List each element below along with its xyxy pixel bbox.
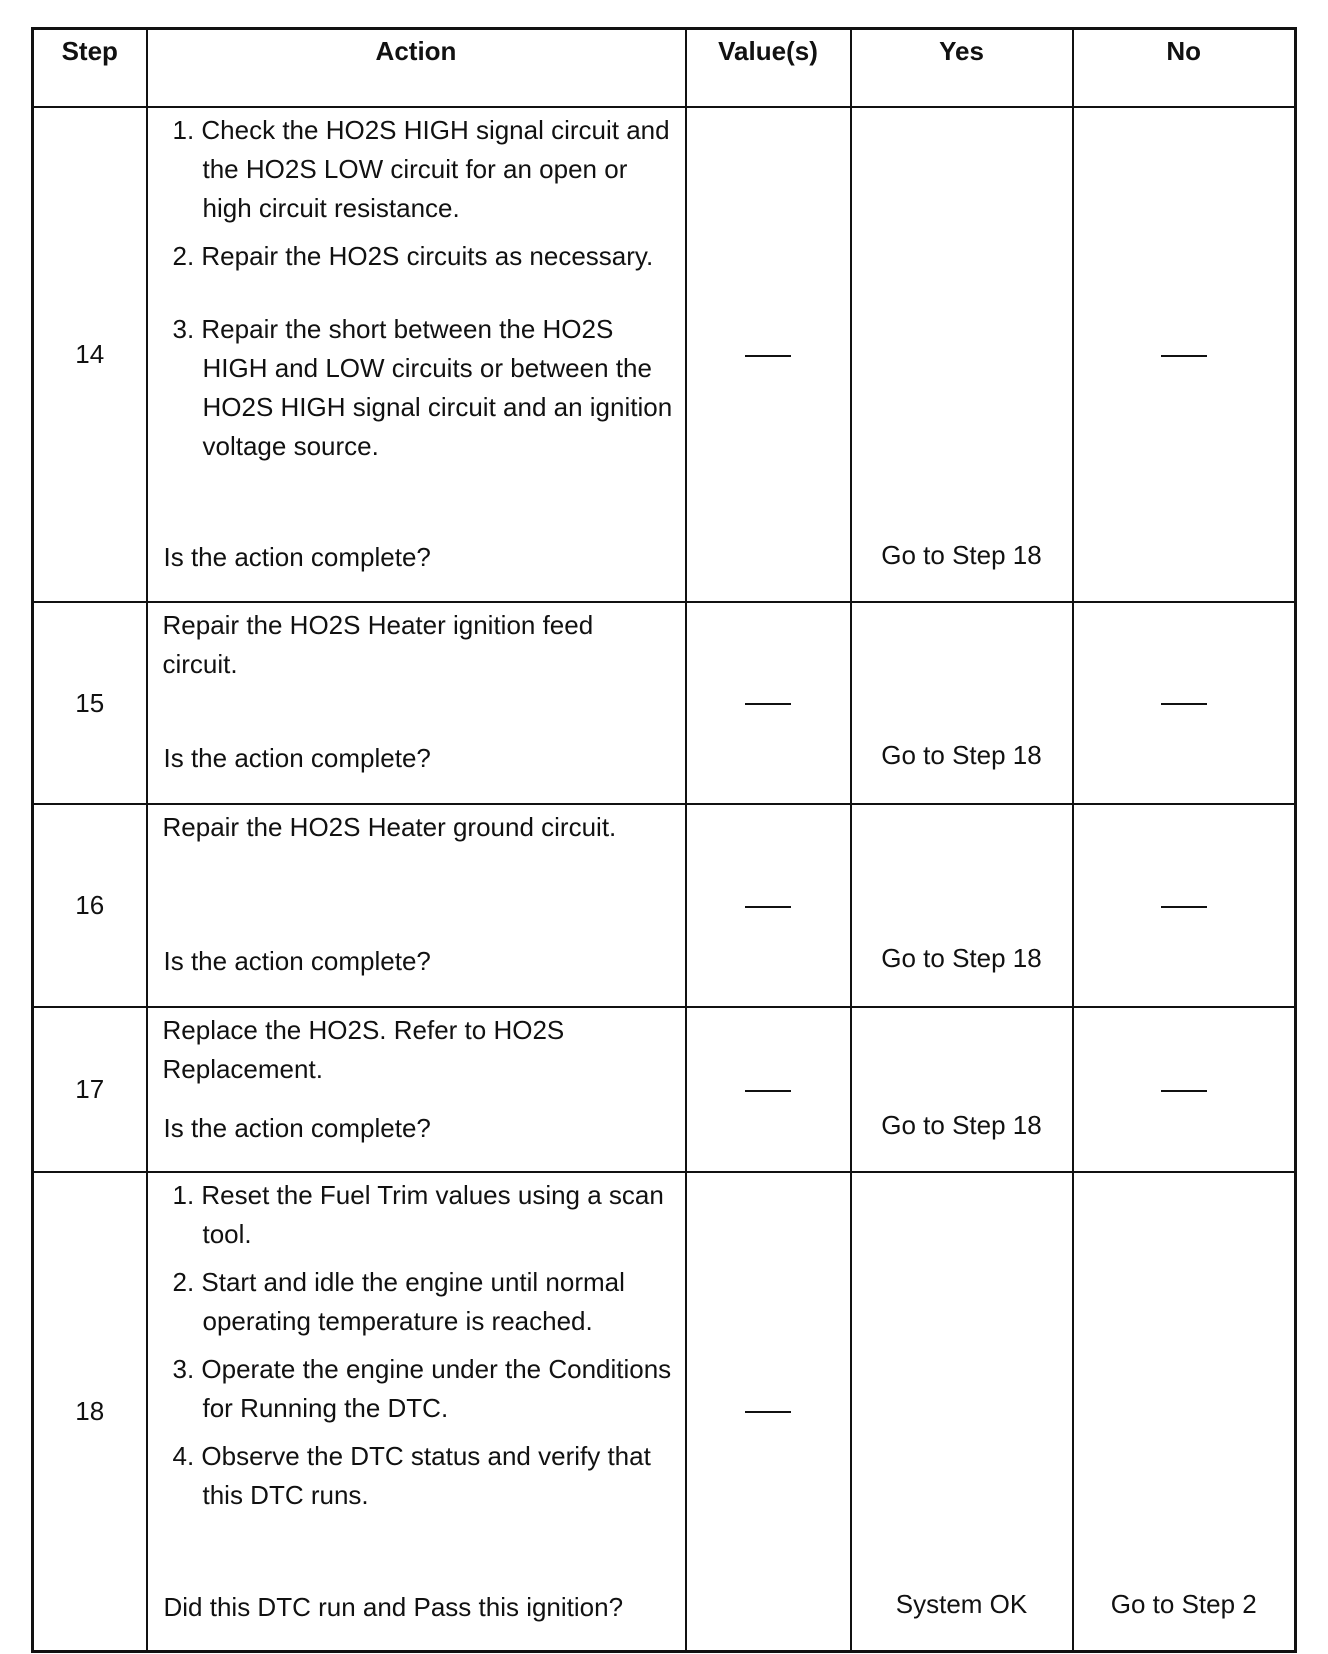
- action-question: Is the action complete?: [163, 946, 431, 976]
- value-cell: [686, 804, 851, 1007]
- value-cell: [686, 107, 851, 602]
- yes-cell: [851, 1007, 1073, 1172]
- step-number: 15: [33, 602, 147, 804]
- action-question: Is the action complete?: [163, 542, 431, 572]
- not-applicable-dash: [745, 355, 791, 357]
- action-question: Did this DTC run and Pass this ignition?: [163, 1592, 624, 1622]
- no-cell: [1073, 1172, 1296, 1651]
- step-number: 18: [33, 1172, 147, 1651]
- not-applicable-dash: [1161, 355, 1207, 357]
- not-applicable-dash: [745, 906, 791, 908]
- step-number: 16: [33, 804, 147, 1007]
- table-row-step-15: [33, 602, 1296, 804]
- yes-result: Go to Step 18: [881, 943, 1042, 973]
- action-item: 1. Reset the Fuel Trim values using a scan tool.: [172, 1180, 664, 1249]
- step-number: 14: [33, 107, 147, 602]
- not-applicable-dash: [1161, 703, 1207, 705]
- no-cell: [1073, 107, 1296, 602]
- yes-result: Go to Step 18: [881, 540, 1042, 570]
- action-item: 4. Observe the DTC status and verify that this DTC runs.: [172, 1441, 651, 1510]
- yes-cell: [851, 1172, 1073, 1651]
- header-values: Value(s): [686, 29, 851, 108]
- header-no: No: [1073, 29, 1296, 108]
- action-cell: [147, 804, 686, 1007]
- yes-cell: [851, 804, 1073, 1007]
- no-cell: [1073, 804, 1296, 1007]
- header-yes: Yes: [851, 29, 1073, 108]
- table-row-step-17: [33, 1007, 1296, 1172]
- value-cell: [686, 1172, 851, 1651]
- table-row-step-18: [33, 1172, 1296, 1651]
- table-row-step-16: [33, 804, 1296, 1007]
- header-row: [33, 29, 1296, 108]
- not-applicable-dash: [745, 1411, 791, 1413]
- not-applicable-dash: [1161, 1090, 1207, 1092]
- no-cell: [1073, 602, 1296, 804]
- action-item: 3. Repair the short between the HO2S HIGH and LOW circuits or between the HO2S HIGH signal circuit and an ignition voltage source.: [172, 314, 673, 461]
- yes-cell: [851, 602, 1073, 804]
- action-text: Replace the HO2S. Refer to HO2S Replacement.: [162, 1015, 565, 1084]
- action-cell: [147, 602, 686, 804]
- action-question: Is the action complete?: [163, 1113, 431, 1143]
- action-list: [163, 111, 675, 466]
- no-result: Go to Step 2: [1110, 1589, 1257, 1619]
- action-item: 2. Start and idle the engine until normal operating temperature is reached.: [172, 1267, 625, 1336]
- not-applicable-dash: [745, 703, 791, 705]
- action-list: [163, 1176, 675, 1515]
- action-text: Repair the HO2S Heater ground circuit.: [162, 812, 617, 842]
- action-text: Repair the HO2S Heater ignition feed circuit.: [162, 610, 594, 679]
- value-cell: [686, 1007, 851, 1172]
- action-item: 1. Check the HO2S HIGH signal circuit and the HO2S LOW circuit for an open or high circuit resistance.: [172, 115, 670, 223]
- yes-result: Go to Step 18: [881, 740, 1042, 770]
- header-action: Action: [147, 29, 686, 108]
- step-number: 17: [33, 1007, 147, 1172]
- action-item: 3. Operate the engine under the Conditions for Running the DTC.: [172, 1354, 672, 1423]
- table-row-step-14: [33, 107, 1296, 602]
- action-cell: [147, 1007, 686, 1172]
- value-cell: [686, 602, 851, 804]
- not-applicable-dash: [745, 1090, 791, 1092]
- action-cell: [147, 1172, 686, 1651]
- yes-result: System OK: [895, 1589, 1028, 1619]
- action-cell: [147, 107, 686, 602]
- yes-result: Go to Step 18: [881, 1110, 1042, 1140]
- no-cell: [1073, 1007, 1296, 1172]
- yes-cell: [851, 107, 1073, 602]
- action-question: Is the action complete?: [163, 743, 431, 773]
- diagnostic-page: [31, 27, 1294, 1641]
- header-step: Step: [33, 29, 147, 108]
- diagnostic-table: [31, 27, 1297, 1653]
- action-item: 2. Repair the HO2S circuits as necessary.: [172, 241, 654, 271]
- not-applicable-dash: [1161, 906, 1207, 908]
